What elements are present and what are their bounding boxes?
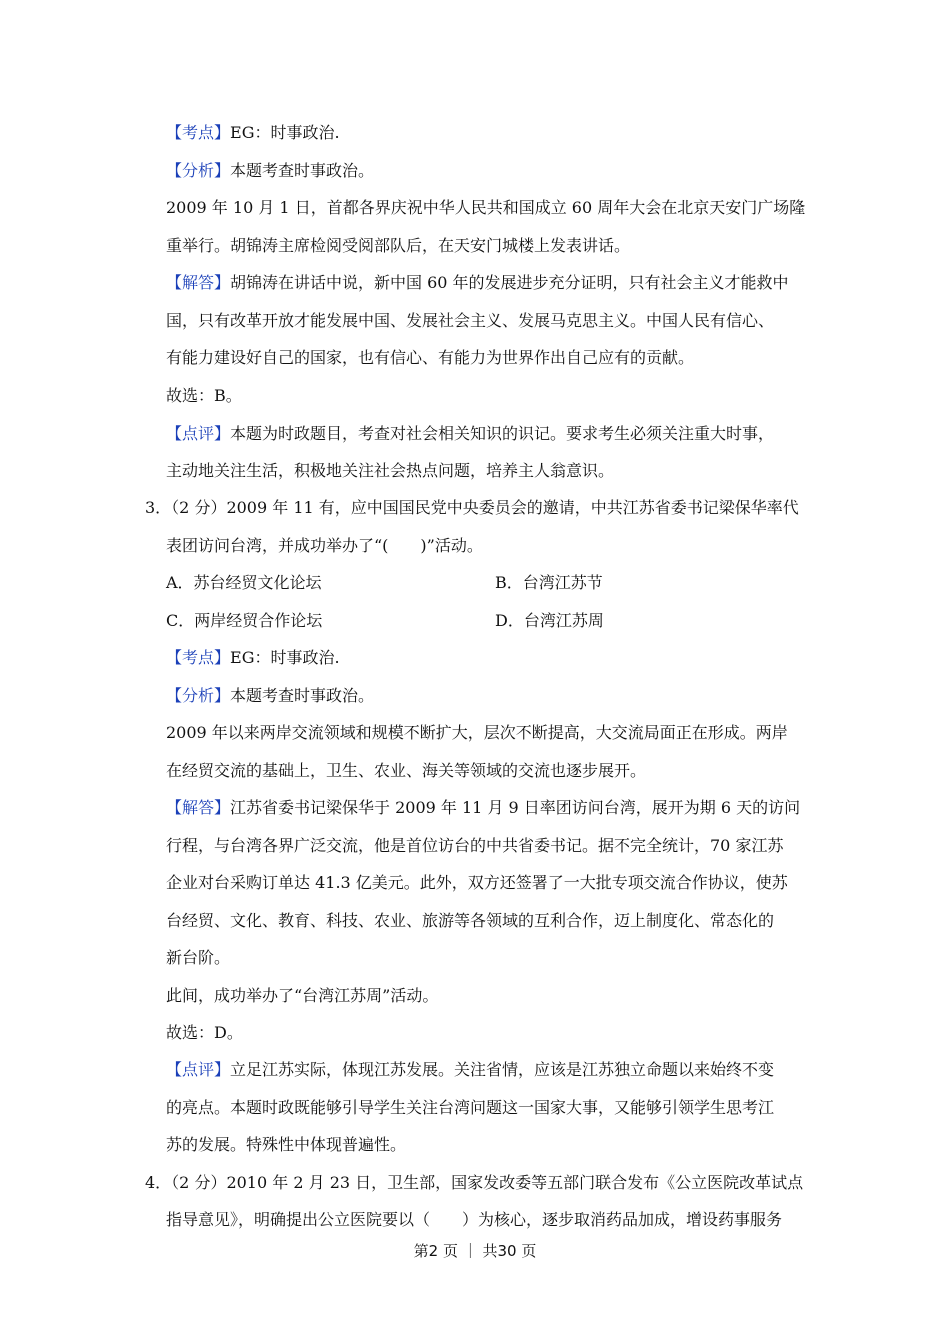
jieda-line: 企业对台采购订单达 41.3 亿美元。此外，双方还签署了一大批专项交流合作协议，使苏 — [166, 873, 788, 892]
option-a: A．苏台经贸文化论坛 — [166, 573, 322, 592]
question-3-stem: 3．（2 分）2009 年 11 有，应中国国民党中央委员会的邀请，中共江苏省委书记梁保华率代 — [145, 498, 799, 517]
option-d: D．台湾江苏周 — [495, 611, 604, 630]
dianping-line — [166, 1059, 774, 1081]
jieda-line: 新台阶。 — [166, 948, 231, 967]
jieda-line: 此间，成功举办了“台湾江苏周”活动。 — [166, 986, 439, 1005]
option-b: B．台湾江苏节 — [495, 573, 603, 592]
dianping-text: 本题为时政题目，考查对社会相关知识的识记。要求考生必须关注重大时事， — [230, 424, 775, 443]
fenxi-body-line: 在经贸交流的基础上，卫生、农业、海关等领域的交流也逐步展开。 — [166, 761, 647, 780]
fenxi-text: 本题考查时事政治。 — [230, 686, 375, 705]
jieda-line: 国，只有改革开放才能发展中国、发展社会主义、发展马克思主义。中国人民有信心、 — [166, 311, 775, 330]
question-4-stem: 指导意见》，明确提出公立医院要以（ ）为核心，逐步取消药品加成，增设药事服务 — [166, 1210, 783, 1229]
dianping-line: 的亮点。本题时政既能够引导学生关注台湾问题这一国家大事，又能够引领学生思考江 — [166, 1098, 775, 1117]
jieda-tag: 【解答】 — [166, 273, 231, 292]
jieda-line: 台经贸、文化、教育、科技、农业、旅游等各领域的互利合作，迈上制度化、常态化的 — [166, 911, 775, 930]
jieda-line — [166, 272, 789, 294]
question-4-stem: 4．（2 分）2010 年 2 月 23 日，卫生部，国家发改委等五部门联合发布《公立医院改革试点 — [145, 1173, 804, 1192]
fenxi-line — [166, 685, 374, 707]
fenxi-tag: 【分析】 — [166, 686, 231, 705]
question-3-stem: 表团访问台湾，并成功举办了“( )”活动。 — [166, 536, 483, 555]
dianping-line — [166, 423, 774, 445]
jieda-line: 行程，与台湾各界广泛交流，他是首位访台的中共省委书记。据不完全统计，70 家江苏 — [166, 836, 784, 855]
jieda-line — [166, 797, 800, 819]
jieda-tag: 【解答】 — [166, 798, 231, 817]
kaodian-tag: 【考点】 — [166, 648, 231, 667]
kaodian-text: EG：时事政治. — [230, 648, 340, 667]
page-footer: 第2 页 ｜ 共30 页 — [413, 1242, 537, 1260]
dianping-tag: 【点评】 — [166, 1060, 231, 1079]
jieda-text: 胡锦涛在讲话中说，新中国 60 年的发展进步充分证明，只有社会主义才能救中 — [230, 273, 789, 292]
kaodian-line — [166, 122, 340, 144]
answer-line: 故选：D。 — [166, 1023, 243, 1042]
fenxi-body-line: 重举行。胡锦涛主席检阅受阅部队后，在天安门城楼上发表讲话。 — [166, 236, 631, 255]
kaodian-text: EG：时事政治. — [230, 123, 340, 142]
fenxi-tag: 【分析】 — [166, 161, 231, 180]
fenxi-text: 本题考查时事政治。 — [230, 161, 375, 180]
option-c: C．两岸经贸合作论坛 — [166, 611, 323, 630]
jieda-line: 有能力建设好自己的国家，也有信心、有能力为世界作出自己应有的贡献。 — [166, 348, 695, 367]
jieda-text: 江苏省委书记梁保华于 2009 年 11 月 9 日率团访问台湾，展开为期 6 天的访问 — [230, 798, 801, 817]
dianping-tag: 【点评】 — [166, 424, 231, 443]
answer-line: 故选：B。 — [166, 386, 242, 405]
fenxi-line — [166, 160, 374, 182]
kaodian-line — [166, 647, 340, 669]
fenxi-body-line: 2009 年以来两岸交流领域和规模不断扩大，层次不断提高，大交流局面正在形成。两岸 — [166, 723, 788, 742]
dianping-line: 苏的发展。特殊性中体现普遍性。 — [166, 1135, 407, 1154]
dianping-text: 立足江苏实际，体现江苏发展。关注省情，应该是江苏独立命题以来始终不变 — [230, 1060, 775, 1079]
dianping-line: 主动地关注生活，积极地关注社会热点问题，培养主人翁意识。 — [166, 461, 615, 480]
kaodian-tag: 【考点】 — [166, 123, 231, 142]
fenxi-body-line: 2009 年 10 月 1 日，首都各界庆祝中华人民共和国成立 60 周年大会在北京天安门广场隆 — [166, 198, 806, 217]
